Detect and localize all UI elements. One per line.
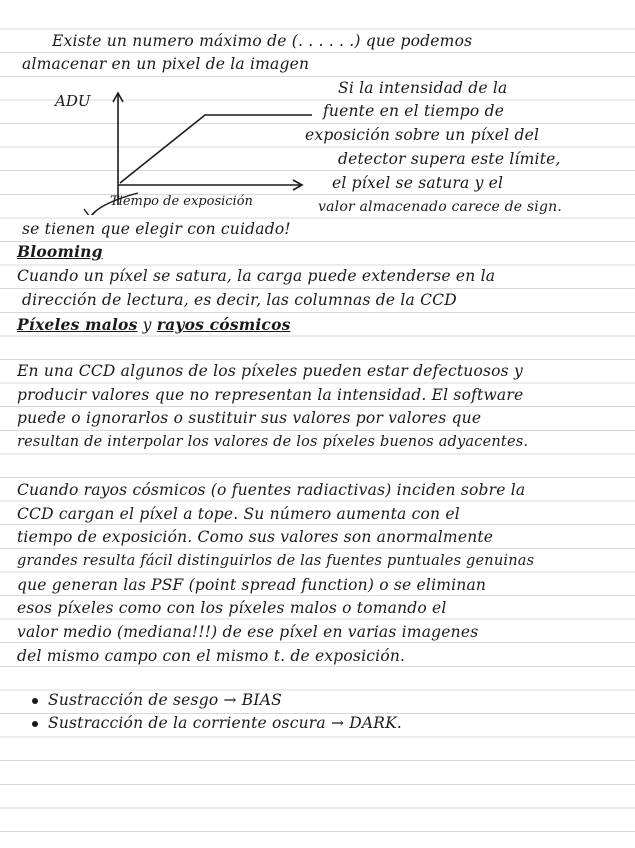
side-note-line-4: detector supera este límite, xyxy=(338,150,561,168)
choose-arrow-head xyxy=(84,209,96,215)
bad-pixels-para1-line-1: En una CCD algunos de los píxeles pueden estar defectuosos y xyxy=(17,362,523,380)
bad-pixels-para2-line-6: esos píxeles como con los píxeles malos o tomando el xyxy=(17,599,447,617)
bullet-text: Sustracción de sesgo → BIAS xyxy=(48,691,282,709)
blooming-line-2: dirección de lectura, es decir, las columnas de la CCD xyxy=(22,291,457,309)
side-note-line-3: exposición sobre un píxel del xyxy=(305,126,540,144)
graph-x-label: Tiempo de exposición xyxy=(110,194,253,209)
bad-pixels-para2-line-7: valor medio (mediana!!!) de ese píxel en varias imagenes xyxy=(17,623,479,641)
bad-pixels-para2-line-2: CCD cargan el píxel a tope. Su número aumenta con el xyxy=(17,505,460,523)
blooming-heading: Blooming xyxy=(17,242,103,261)
saturation-graph xyxy=(50,85,320,215)
bad-pixels-para2-line-5: que generan las PSF (point spread function) o se eliminan xyxy=(17,576,487,594)
side-note-line-1: Si la intensidad de la xyxy=(338,79,508,97)
bullet-item-dark xyxy=(32,712,402,734)
saturation-curve xyxy=(120,115,312,183)
bad-pixels-para2-line-1: Cuando rayos cósmicos (o fuentes radiactivas) inciden sobre la xyxy=(17,481,526,499)
side-note-line-2: fuente en el tiempo de xyxy=(323,102,505,120)
blooming-line-1: Cuando un píxel se satura, la carga puede extenderse en la xyxy=(17,267,496,285)
choose-note: se tienen que elegir con cuidado! xyxy=(22,220,291,238)
bad-pixels-heading-part-1: Píxeles malos xyxy=(17,315,138,334)
bad-pixels-heading-part-2: rayos cósmicos xyxy=(156,315,291,334)
intro-line-2: almacenar en un pixel de la imagen xyxy=(22,55,310,73)
bullet-text: Sustracción de la corriente oscura → DARK. xyxy=(48,714,403,732)
bad-pixels-para2-line-8: del mismo campo con el mismo t. de exposición. xyxy=(17,647,406,665)
bad-pixels-heading xyxy=(17,314,291,336)
intro-line-1: Existe un numero máximo de (. . . . . .) que podemos xyxy=(52,32,473,50)
graph-y-label: ADU xyxy=(55,92,91,110)
bad-pixels-para1-line-3: puede o ignorarlos o sustituir sus valores por valores que xyxy=(17,409,482,427)
bad-pixels-para2-line-3: tiempo de exposición. Como sus valores son anormalmente xyxy=(17,528,494,546)
bullet-item-bias xyxy=(32,689,282,711)
bad-pixels-para1-line-2: producir valores que no representan la intensidad. El software xyxy=(17,386,524,404)
bad-pixels-heading-joiner: y xyxy=(142,316,152,334)
bad-pixels-para2-line-4: grandes resulta fácil distinguirlos de las fuentes puntuales genuinas xyxy=(17,553,535,569)
bullet-dot-icon xyxy=(32,698,38,704)
bullet-dot-icon xyxy=(32,721,38,727)
bad-pixels-para1-line-4: resultan de interpolar los valores de los píxeles buenos adyacentes. xyxy=(17,434,529,450)
side-note-line-6: valor almacenado carece de sign. xyxy=(318,199,563,215)
side-note-line-5: el píxel se satura y el xyxy=(332,174,504,192)
